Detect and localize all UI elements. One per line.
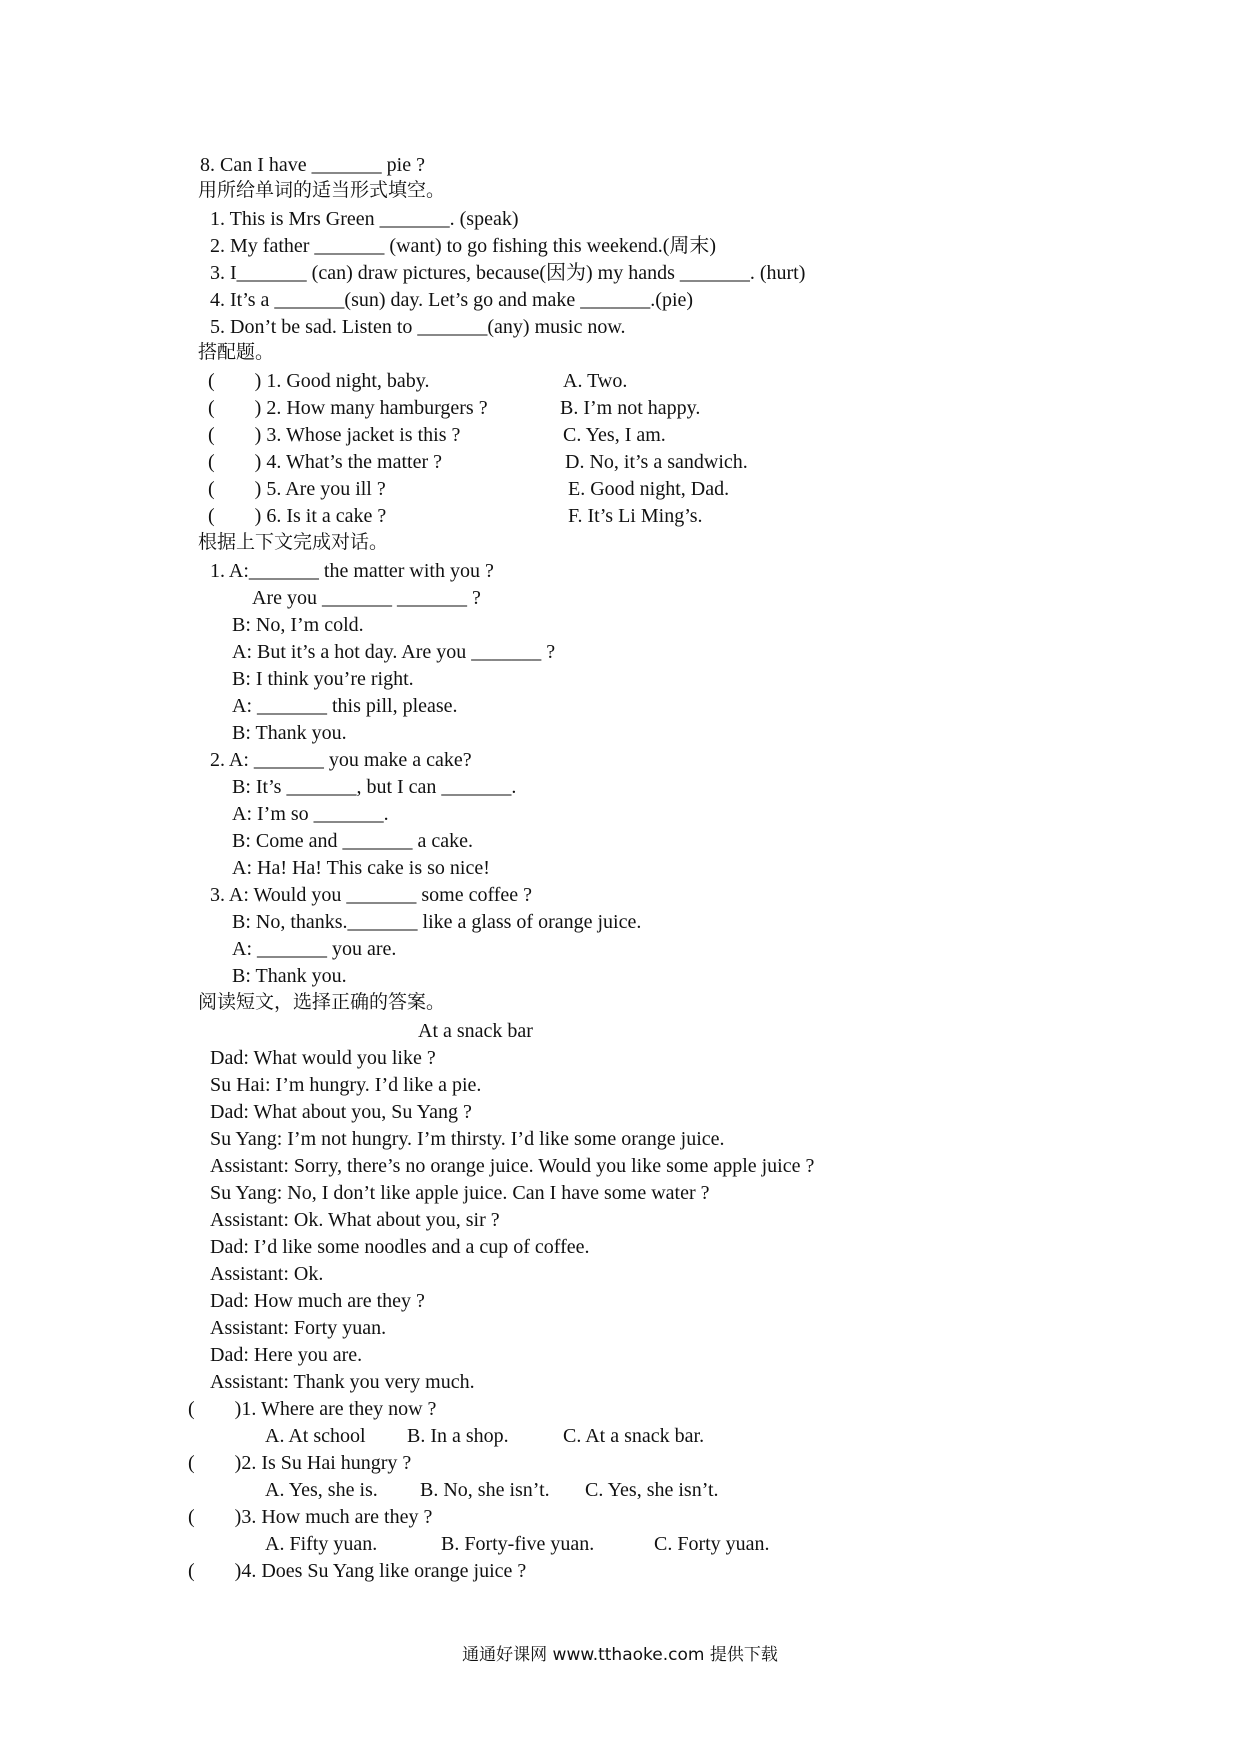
reading-option: B. In a shop. [407, 1425, 509, 1447]
match-answer-a: A. Two. [563, 370, 628, 392]
fill-item-1: 1. This is Mrs Green _______. (speak) [210, 208, 519, 230]
reading-question-2: ( )2. Is Su Hai hungry ? [188, 1452, 412, 1474]
passage-line: Dad: I’d like some noodles and a cup of coffee. [210, 1236, 590, 1258]
reading-option: B. No, she isn’t. [420, 1479, 550, 1501]
passage-line: Assistant: Forty yuan. [210, 1317, 387, 1339]
match-question-6: ( ) 6. Is it a cake ? [208, 505, 387, 527]
passage-line: Dad: How much are they ? [210, 1290, 425, 1312]
passage-line: Dad: Here you are. [210, 1344, 363, 1366]
match-answer-b: B. I’m not happy. [560, 397, 701, 419]
reading-option: A. At school [265, 1425, 366, 1447]
dialog-line: 3. A: Would you _______ some coffee ? [210, 884, 533, 906]
reading-question-1: ( )1. Where are they now ? [188, 1398, 437, 1420]
match-answer-d: D. No, it’s a sandwich. [565, 451, 748, 473]
passage-line: Dad: What about you, Su Yang ? [210, 1101, 472, 1123]
match-answer-f: F. It’s Li Ming’s. [568, 505, 703, 527]
dialog-line: B: No, I’m cold. [232, 614, 364, 636]
dialog-line: A: _______ this pill, please. [232, 695, 458, 717]
passage-line: Su Hai: I’m hungry. I’d like a pie. [210, 1074, 482, 1096]
passage-line: Su Yang: No, I don’t like apple juice. Can I have some water ? [210, 1182, 710, 1204]
fill-item-4: 4. It’s a _______(sun) day. Let’s go and make _______.(pie) [210, 289, 694, 311]
dialog-line: A: But it’s a hot day. Are you _______ ? [232, 641, 556, 663]
dialog-line: A: _______ you are. [232, 938, 397, 960]
fill-item-2: 2. My father _______ (want) to go fishing this weekend.(周末) [210, 235, 717, 257]
match-question-4: ( ) 4. What’s the matter ? [208, 451, 443, 473]
dialog-line: B: Thank you. [232, 965, 347, 987]
reading-question-3: ( )3. How much are they ? [188, 1506, 433, 1528]
match-question-5: ( ) 5. Are you ill ? [208, 478, 386, 500]
passage-line: Assistant: Ok. [210, 1263, 324, 1285]
dialog-line: 1. A:_______ the matter with you ? [210, 560, 494, 582]
passage-line: Assistant: Thank you very much. [210, 1371, 475, 1393]
passage-line: Dad: What would you like ? [210, 1047, 436, 1069]
reading-option: C. At a snack bar. [563, 1425, 705, 1447]
match-answer-c: C. Yes, I am. [563, 424, 666, 446]
match-question-2: ( ) 2. How many hamburgers ? [208, 397, 488, 419]
page-footer: 通通好课网 www.tthaoke.com 提供下载 [462, 1645, 778, 1665]
section-2-heading: 搭配题。 [198, 341, 275, 363]
match-question-3: ( ) 3. Whose jacket is this ? [208, 424, 461, 446]
dialog-line: B: No, thanks._______ like a glass of orange juice. [232, 911, 642, 933]
question-8: 8. Can I have _______ pie ? [200, 154, 425, 176]
passage-line: Su Yang: I’m not hungry. I’m thirsty. I’d like some orange juice. [210, 1128, 725, 1150]
dialog-line: B: I think you’re right. [232, 668, 414, 690]
dialog-line: A: I’m so _______. [232, 803, 389, 825]
reading-option: A. Fifty yuan. [265, 1533, 378, 1555]
dialog-line: Are you _______ _______ ? [252, 587, 481, 609]
reading-question-4: ( )4. Does Su Yang like orange juice ? [188, 1560, 527, 1582]
dialog-line: B: Come and _______ a cake. [232, 830, 474, 852]
section-4-heading: 阅读短文，选择正确的答案。 [198, 991, 446, 1013]
passage-line: Assistant: Sorry, there’s no orange juice. Would you like some apple juice ? [210, 1155, 815, 1177]
section-1-heading: 用所给单词的适当形式填空。 [198, 179, 446, 201]
passage-title: At a snack bar [418, 1020, 533, 1042]
reading-option: C. Yes, she isn’t. [585, 1479, 719, 1501]
reading-option: C. Forty yuan. [654, 1533, 770, 1555]
match-question-1: ( ) 1. Good night, baby. [208, 370, 430, 392]
section-3-heading: 根据上下文完成对话。 [198, 531, 389, 553]
match-answer-e: E. Good night, Dad. [568, 478, 730, 500]
fill-item-5: 5. Don’t be sad. Listen to _______(any) music now. [210, 316, 626, 338]
reading-option: A. Yes, she is. [265, 1479, 378, 1501]
dialog-line: B: Thank you. [232, 722, 347, 744]
dialog-line: B: It’s _______, but I can _______. [232, 776, 517, 798]
dialog-line: A: Ha! Ha! This cake is so nice! [232, 857, 490, 879]
fill-item-3: 3. I_______ (can) draw pictures, because(因为) my hands _______. (hurt) [210, 262, 806, 284]
reading-option: B. Forty-five yuan. [441, 1533, 595, 1555]
passage-line: Assistant: Ok. What about you, sir ? [210, 1209, 500, 1231]
dialog-line: 2. A: _______ you make a cake? [210, 749, 472, 771]
